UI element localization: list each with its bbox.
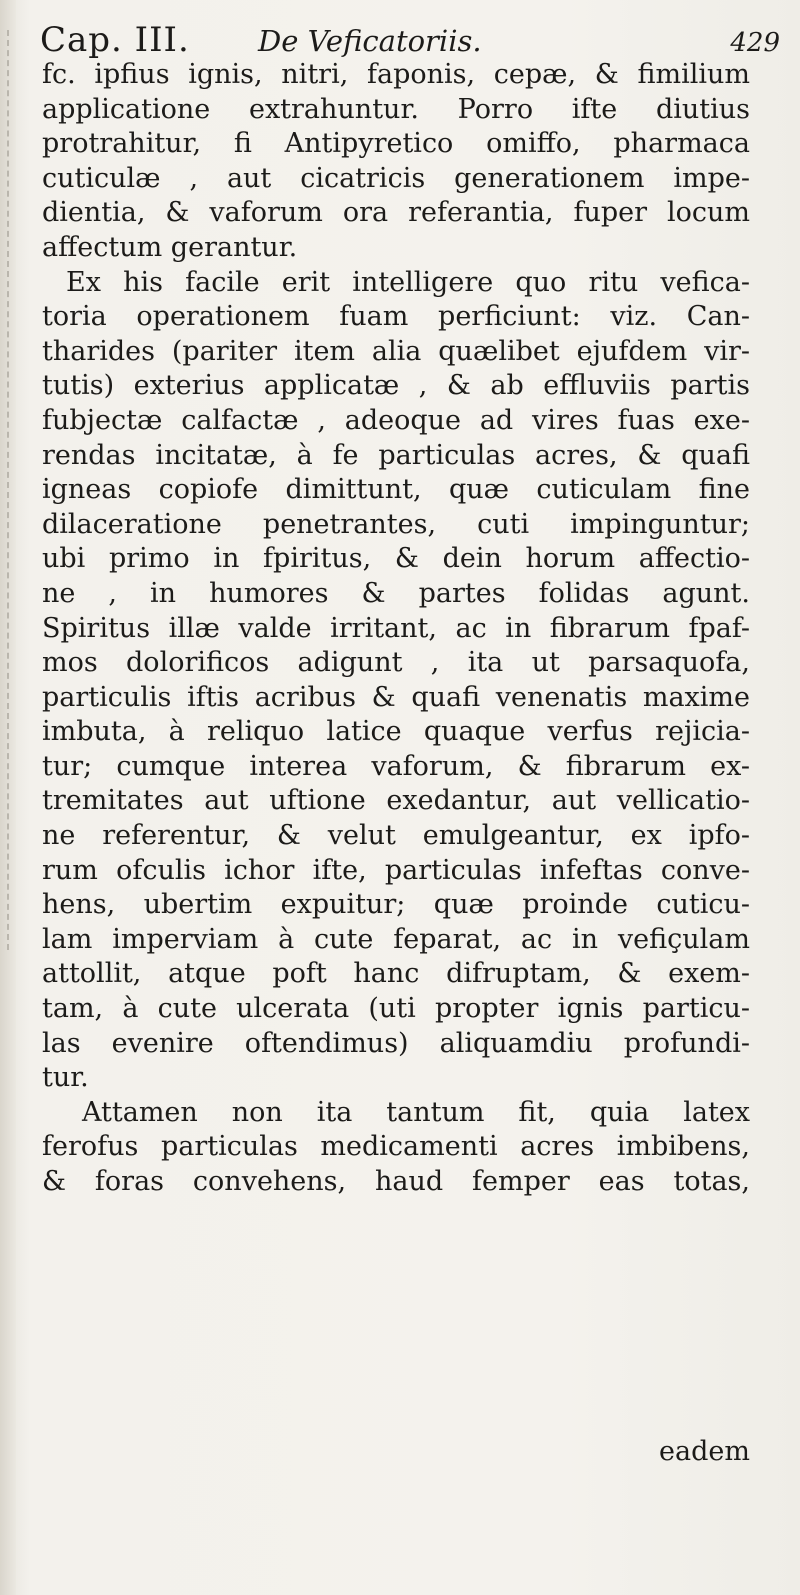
text-line: tam, à cute ulcerata (uti propter ignis particu-	[42, 993, 750, 1025]
text-line: toria operationem fuam perficiunt: viz. Can-	[42, 301, 750, 333]
text-line: attollit, atque poft hanc difruptam, & exem-	[42, 958, 750, 990]
text-line: dientia, & vaforum ora referantia, fuper locum	[42, 197, 750, 229]
text-line: igneas copiofe dimittunt, quæ cuticulam fine	[42, 474, 750, 506]
text-line: tremitates aut uftione exedantur, aut vellicatio-	[42, 785, 750, 817]
text-line: Spiritus illæ valde irritant, ac in fibrarum fpaf-	[42, 612, 750, 644]
text-line: rum ofculis ichor ifte, particulas infeftas conve-	[42, 854, 750, 886]
text-line: tur; cumque interea vaforum, & fibrarum ex-	[42, 750, 750, 782]
body-text	[42, 58, 750, 1200]
text-line: Ex his facile erit intelligere quo ritu vefica-	[66, 266, 750, 298]
text-line: tutis) exterius applicatæ , & ab effluviis partis	[42, 370, 750, 402]
text-line: particulis iftis acribus & quafi venenatis maxime	[42, 681, 750, 713]
text-line: & foras convehens, haud femper eas totas,	[42, 1166, 750, 1197]
text-line: ubi primo in fpiritus, & dein horum affectio-	[42, 543, 750, 575]
text-line: lam imperviam à cute feparat, ac in vefiçulam	[42, 923, 750, 955]
catchword: eadem	[659, 1436, 750, 1467]
text-line: ne referentur, & velut emulgeantur, ex ipfo-	[42, 820, 750, 852]
page-number: 429	[730, 28, 780, 58]
running-header	[40, 16, 780, 62]
text-line: fubjectæ calfactæ , adeoque ad vires fuas exe-	[42, 404, 750, 436]
text-line: ne , in humores & partes folidas agunt.	[42, 577, 750, 609]
text-line: hens, ubertim expuitur; quæ proinde cuticu-	[42, 889, 750, 921]
text-line: mos dolorificos adigunt , ita ut parsaquofa,	[42, 647, 750, 679]
text-line: protrahitur, fi Antipyretico omiffo, pharmaca	[42, 128, 750, 160]
text-line: dilaceratione penetrantes, cuti impinguntur;	[42, 508, 750, 540]
text-line: affectum gerantur.	[42, 231, 298, 263]
text-line: rendas incitatæ, à fe particulas acres, & quafi	[42, 439, 750, 471]
text-line: applicatione extrahuntur. Porro ifte diutius	[42, 93, 750, 125]
margin-ruling	[7, 30, 12, 950]
running-head-title: De Veficatoriis.	[258, 24, 482, 58]
text-line: Attamen non ita tantum fit, quia latex	[82, 1096, 750, 1128]
text-line: fc. ipfius ignis, nitri, faponis, cepæ, & fimilium	[42, 59, 750, 90]
text-line: cuticulæ , aut cicatricis generationem impe-	[42, 162, 750, 194]
running-head-chapter: Cap. III.	[40, 20, 190, 60]
text-line: imbuta, à reliquo latice quaque verfus rejicia-	[42, 716, 750, 748]
text-line: tur.	[42, 1062, 89, 1094]
text-line: las evenire oftendimus) aliquamdiu profundi-	[42, 1027, 750, 1059]
text-line: tharides (pariter item alia quælibet ejufdem vir-	[42, 335, 750, 367]
text-line: ferofus particulas medicamenti acres imbibens,	[42, 1131, 750, 1163]
